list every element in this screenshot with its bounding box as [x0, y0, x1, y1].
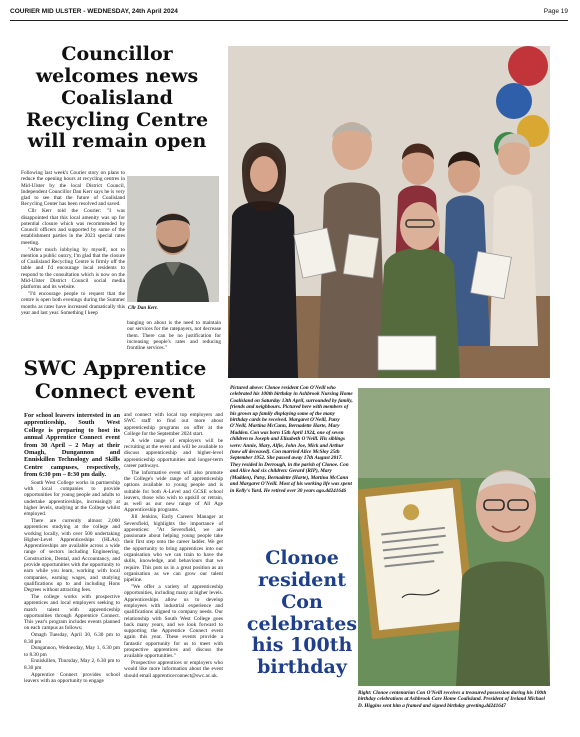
centenarian-photo-caption: Right: Clonoe centenarian Con O'Neill receives a treasured possession during his 100th birthday celebrations at Ashbrook Care Home Coalisland. President of Ireland Michael D. Higgins sent him a framed and signed birthday greeting.dd241647 [358, 690, 547, 709]
story3-headline: Clonoe resident Con celebrates his 100th birthday [246, 547, 358, 679]
story2-paragraph: "We offer a variety of apprenticeship opportunities, including many at higher levels. Apprenticeships allow us to develop employees with industrial experience and qualifications aligned to company needs. Our relationship with South West College goes back many years, and we look forward to supporting the Apprentice Connect event again this year. These events provide a fantastic opportunity for us to meet with prospective apprentices and discuss the available opportunities." [124, 584, 223, 660]
story2-paragraph: Apprentice Connect provides school leavers with an opportunity to engage [24, 671, 120, 684]
story1-paragraph: Cllr Kerr told the Courier: "I was disappointed that this local amenity was up for potential closure which was recommended by Council officers and supported by some of the establishment parties in the 2023 special rates meeting. [21, 208, 125, 246]
story2-paragraph: South West College works in partnership with local companies to provide opportunities for young people and adults to undertake apprenticeships, increasingly at higher levels, studying at the College whilst employed. [24, 479, 120, 518]
masthead [10, 6, 568, 18]
portrait-caption: Cllr Dan Kerr. [128, 306, 158, 311]
story2-paragraph: The informative event will also promote the College's wide range of apprenticeship options available to young people and is suitable for both A-Level and GCSE school leavers, those who wish to upskill or retrain, as well as our new range of All Age Apprenticeship programs. [124, 469, 223, 514]
story2-paragraph: There are currently almost 2,000 apprentices studying at the college and working locally, with over 500 undertaking Higher-Level Apprenticeships (HLAs). Apprenticeships are available across a wide range of sectors including Engineering, Construction, Dental, and Accountancy, and provide opportunities with the opportunity to earn while you learn, working with local companies, earning wages, and studying qualifications up to and including Hons Degrees without attracting fees. [24, 517, 120, 594]
story2-paragraph: The college works with prospective apprentices and local employers seeking to match talent with apprenticeship opportunities through Apprentice Connect. This year's program includes events planned on each campus as follows; [24, 594, 120, 632]
story2-paragraph: Dungannon, Wednesday, May 1, 6.30 pm to 8.30 pm [24, 645, 120, 658]
story2-paragraph: Omagh Tuesday, April 30, 6.30 pm to 8.30 pm [24, 632, 120, 645]
centenarian-photo-illustration [358, 388, 550, 686]
councillor-portrait [127, 176, 219, 302]
family-photo-caption: Pictured above: Clonoe resident Con O'Neill who celebrated his 100th birthday in Ashbrook Nursing Home Coalisland on Saturday 13th April, surrounded by family, friends and neighbours. Pictured here with members of his grown up family displaying some of the many birthday cards he received. Margaret O'Neill, Patsy O'Neill, Martina McCann, Bernadette Harte, Mary Madden. Con was born 15th April 1924, one of seven children to Joseph and Elizabeth O'Neill. His siblings were: Annie, Mary, Alfie, John Joe, Mick and Arthur (now all deceased). Con married Alice McSloy 25th September 1952. She passed away 17th August 2017. They resided in Derrough, in the parish of Clonoe. Con and Alice had six children: Gerard (RIP), Mary (Madden), Patsy, Bernadette (Harte), Martina McCann and Margaret O'Neill. Most of his working life was spent in Kelly's Yard. He retired over 30 years ago.dd241646 [230, 385, 353, 494]
masthead-rule [10, 20, 568, 21]
story2-headline: SWC Apprentice Connect event [23, 356, 207, 403]
story2-paragraph: Enniskillen, Thursday, May 2, 6.30 pm to 8.30 pm [24, 658, 120, 671]
story2-paragraph: Jill Jenkins, Early Careers Manager at Seversfield, highlights the importance of apprentices: "At Seversfield, we are passionate about helping young people take their first step onto the career ladder. We get the opportunity to bring apprentices into our organisation who we can train to have the skills, knowledge, and behaviours that we require. This puts us in a great position as an organisation as we can grow our talent pipeline. [124, 514, 223, 584]
story1-paragraph: "After much lobbying by myself, not to mention a public outcry, I'm glad that the closure of Coalisland Recycling Centre is firmly off the table and I'd encourage local residents to respond to the consultation which is now on the Mid-Ulster District Council social media platforms and its website. [21, 246, 125, 291]
story1-paragraph: banging on about is the need to maintain our services for the ratepayers, not decrease them. There can be no justification for increasing people's rates and reducing frontline services." [127, 320, 221, 352]
story2-column-1 [24, 412, 120, 732]
story2-column-2 [124, 412, 223, 732]
story1-headline: Councillor welcomes news Coalisland Recycling Centre will remain open [25, 43, 209, 153]
story1-paragraph: "I'd encourage people to request that the centre is open both evenings during the Summer months as rates have increased dramatically this year and last year. Something I keep [21, 291, 125, 317]
story2-lead: For school leavers interested in an apprenticeship, South West College is preparing to host its annual Apprentice Connect event from 30 April – 2 May at their Omagh, Dungannon and Enniskillen Technology and Skills Centre campuses, respectively, from 6:30 pm – 8:30 pm daily. [24, 412, 120, 479]
story2-paragraph: Prospective apprentices or employers who would like more information about the event should email apprenticeconnect@swc.ac.uk. [124, 660, 223, 679]
page-number: Page 19 [543, 8, 568, 15]
story2-paragraph: and connect with local top employers and SWC staff to find out more about apprenticeship programs on offer at the College for the September 2024 start. [124, 412, 223, 437]
story2-paragraph: A wide range of employers will be recruiting at the event and will be available to discuss apprenticeship and higher-level apprenticeship opportunities and longer-term career pathways. [124, 437, 223, 469]
family-photo-illustration [228, 46, 550, 378]
family-group-photo [228, 46, 550, 378]
portrait-illustration [127, 176, 219, 302]
story1-body [21, 170, 125, 370]
publication-line: COURIER MID ULSTER - WEDNESDAY, 24th April 2024 [10, 8, 178, 15]
story1-paragraph: Following last week's Courier story on plans to reduce the opening hours at recycling centres in Mid-Ulster by the local District Council, Independent Councillor Dan Kerr says he is very glad to see that the future of Coalisland Recycling Center has been resolved and saved. [21, 170, 125, 208]
centenarian-photo [358, 388, 550, 686]
